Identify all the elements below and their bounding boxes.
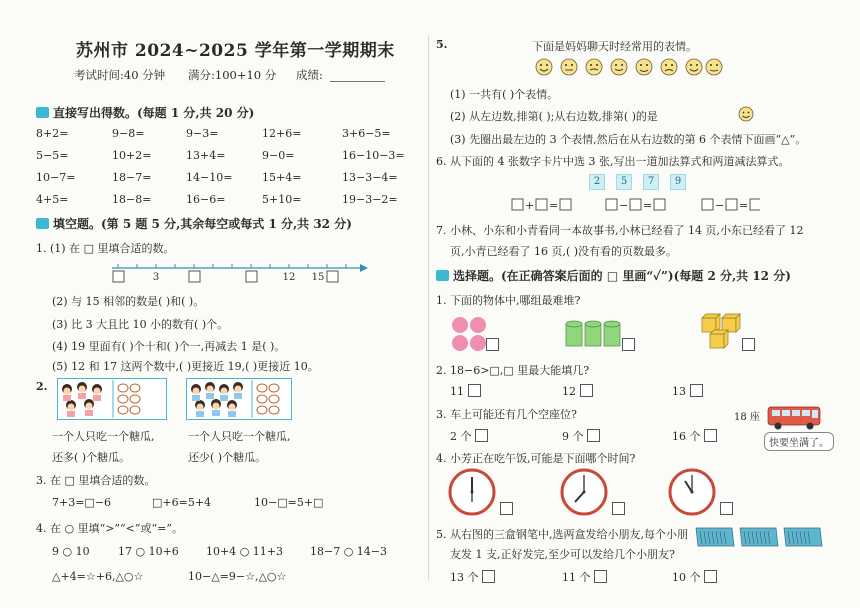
calc-item: 10−7= [36, 171, 76, 184]
kids-melons-picture-1 [57, 378, 167, 420]
c5-option-b [562, 569, 607, 585]
section-badge-icon [436, 270, 449, 281]
calc-item: 10+2= [112, 149, 152, 162]
c4-option-a-box[interactable] [500, 502, 513, 515]
calc-item: 9−3= [186, 127, 219, 140]
c5-option-c-label: 10 个 [672, 571, 701, 584]
c2-option-a-box[interactable] [468, 384, 481, 397]
c3-prompt: 3. 车上可能还有几个空座位? [436, 408, 577, 421]
digit-card-5: 5 [616, 174, 632, 190]
clock-a-icon [448, 468, 500, 518]
c4-prompt: 4. 小芳正在吃午饭,可能是下面哪个时间? [436, 452, 636, 465]
c4-option-b-box[interactable] [612, 502, 625, 515]
q5-part2: (2) 从左边数,排第( );从右边数,排第( )的是 [450, 110, 658, 123]
q2-line1-left: 一个人只吃一个糖瓜, [52, 430, 155, 443]
c3-option-a [450, 428, 488, 444]
digit-card-7: 7 [643, 174, 659, 190]
q1-part5: (5) 12 和 17 这两个数中,( )更接近 19,( )更接近 10。 [52, 360, 319, 373]
c2-option-b [562, 384, 593, 398]
c5-line1: 5. 从右图的三盒钢笔中,选两盒发给小朋友,每个小朋 [436, 528, 688, 541]
section-badge-icon [36, 218, 49, 229]
q4-compare-2: 17 ○ 10+6 [118, 545, 179, 558]
clock-c-icon [668, 468, 720, 518]
q1-prompt: 1. (1) 在 □ 里填合适的数。 [36, 242, 175, 255]
c3-option-b-label: 9 个 [562, 430, 584, 443]
page-title: 苏州市 2024~2025 学年第一学期期末 [76, 41, 395, 61]
svg-text:−: − [715, 199, 725, 212]
section-1-title: 直接写出得数。(每题 1 分,共 20 分) [53, 106, 255, 120]
kids-melons-picture-2 [186, 378, 292, 420]
svg-text:−: − [619, 199, 629, 212]
bus-picture [766, 404, 824, 430]
c3-option-b [562, 428, 600, 444]
digit-card-2: 2 [589, 174, 605, 190]
q5-part1: (1) 一共有( )个表情。 [450, 88, 559, 101]
section-2-heading [36, 215, 352, 232]
section-2-title: 填空题。(第 5 题 5 分,其余每空或每式 1 分,共 32 分) [53, 217, 352, 231]
svg-text:=: = [643, 199, 653, 212]
c1-option-a-box[interactable] [486, 338, 499, 351]
c5-option-c-box[interactable] [704, 570, 717, 583]
c5-line2: 友发 1 支,正好发完,至少可以发给几个小朋友? [450, 548, 675, 561]
q7-line2: 页,小青已经看了 16 页,( )没有看的页数最多。 [450, 245, 678, 258]
q2-line1-right: 一个人只吃一个糖瓜, [188, 430, 291, 443]
calc-item: 9−0= [262, 149, 295, 162]
q7-line1: 7. 小林、小东和小青看同一本故事书,小林已经看了 14 页,小东已经看了 12 [436, 224, 804, 237]
calc-item: 18−7= [112, 171, 152, 184]
equation-blanks [510, 197, 760, 213]
c2-option-c-box[interactable] [690, 384, 703, 397]
calc-item: 18−8= [112, 193, 152, 206]
column-divider [428, 35, 429, 580]
c3-option-c [672, 428, 717, 444]
calc-item: 16−6= [186, 193, 226, 206]
grade-label: 成绩: [296, 68, 323, 82]
c5-option-b-label: 11 个 [562, 571, 591, 584]
svg-text:=: = [739, 199, 749, 212]
c2-option-a [450, 384, 481, 398]
q4-compare-1: 9 ○ 10 [52, 545, 90, 558]
calc-item: 19−3−2= [342, 193, 398, 206]
c2-option-c-label: 13 [672, 385, 686, 398]
grade-input[interactable] [330, 81, 385, 82]
cubes-picture [700, 312, 744, 352]
calc-item: 9−8= [112, 127, 145, 140]
c1-prompt: 1. 下面的物体中,哪组最难堆? [436, 294, 581, 307]
q5-number: 5. [436, 38, 448, 51]
c4-option-c-box[interactable] [720, 502, 733, 515]
c2-option-b-label: 12 [562, 385, 576, 398]
c2-prompt: 2. 18−6>□,□ 里最大能填几? [436, 364, 590, 377]
calc-item: 16−10−3= [342, 149, 405, 162]
c5-option-a-label: 13 个 [450, 571, 479, 584]
q3-eq2: □+6=5+4 [152, 496, 212, 509]
q3-prompt: 3. 在 □ 里填合适的数。 [36, 474, 156, 487]
calc-item: 14−10= [186, 171, 233, 184]
c3-option-c-box[interactable] [704, 429, 717, 442]
section-3-heading [436, 267, 791, 284]
digit-card-9: 9 [670, 174, 686, 190]
q2-line2-left: 还多( )个糖瓜。 [52, 451, 131, 464]
calc-item: 4+5= [36, 193, 69, 206]
q5-intro: 下面是妈妈聊天时经常用的表情。 [532, 40, 697, 53]
emoji-row [534, 56, 724, 78]
c2-option-b-box[interactable] [580, 384, 593, 397]
q4-compare-6: 10−△=9−☆,△○☆ [188, 570, 287, 583]
svg-text:=: = [549, 199, 559, 212]
c5-option-b-box[interactable] [594, 570, 607, 583]
c5-option-a-box[interactable] [482, 570, 495, 583]
svg-text:+: + [525, 199, 535, 212]
exam-time: 考试时间:40 分钟 [74, 68, 166, 82]
tick-label-3: 3 [152, 272, 160, 283]
calc-item: 12+6= [262, 127, 302, 140]
q2-line2-right: 还少( )个糖瓜。 [188, 451, 267, 464]
c2-option-c [672, 384, 703, 398]
q4-compare-5: △+4=☆+6,△○☆ [52, 570, 144, 583]
c1-option-b-box[interactable] [622, 338, 635, 351]
section-badge-icon [36, 107, 49, 118]
c5-option-a [450, 569, 495, 585]
calc-item: 13+4= [186, 149, 226, 162]
q5-part3: (3) 先圈出最左边的 3 个表情,然后在从右边数的第 6 个表情下面画“△”。 [450, 133, 807, 146]
c1-option-c-box[interactable] [742, 338, 755, 351]
c3-option-b-box[interactable] [587, 429, 600, 442]
q3-eq1: 7+3=□−6 [52, 496, 112, 509]
c3-option-c-label: 16 个 [672, 430, 701, 443]
calc-item: 8+2= [36, 127, 69, 140]
bus-seat-sign: 18 座 [734, 412, 760, 423]
calc-item: 5−5= [36, 149, 69, 162]
q6-prompt: 6. 从下面的 4 张数字卡片中选 3 张,写出一道加法算式和两道减法算式。 [436, 155, 790, 168]
q1-part4: (4) 19 里面有( )个十和( )个一,再减去 1 是( )。 [52, 340, 286, 353]
full-score: 满分:100+10 分 [188, 68, 277, 82]
section-3-title: 选择题。(在正确答案后面的 □ 里画“✓”)(每题 2 分,共 12 分) [453, 269, 791, 283]
cylinders-picture [564, 320, 622, 350]
calc-item: 3+6−5= [342, 127, 391, 140]
clock-b-icon [560, 468, 612, 518]
tick-label-15: 15 [311, 272, 325, 283]
section-1-heading [36, 104, 254, 121]
q2-number: 2. [36, 380, 48, 393]
q1-part3: (3) 比 3 大且比 10 小的数有( )个。 [52, 318, 229, 331]
calc-item: 15+4= [262, 171, 302, 184]
speech-bubble: 快要坐满了。 [764, 432, 834, 451]
pen-boxes-picture [694, 524, 824, 550]
c2-option-a-label: 11 [450, 385, 464, 398]
calc-item: 5+10= [262, 193, 302, 206]
calc-item: 13−3−4= [342, 171, 398, 184]
c3-option-a-box[interactable] [475, 429, 488, 442]
c3-option-a-label: 2 个 [450, 430, 472, 443]
emoji-face-icon [738, 106, 754, 122]
c5-option-c [672, 569, 717, 585]
tick-label-12: 12 [282, 272, 296, 283]
q4-prompt: 4. 在 ○ 里填“>”“<”或“=”。 [36, 522, 183, 535]
q4-compare-4: 18−7 ○ 14−3 [310, 545, 388, 558]
q1-part2: (2) 与 15 相邻的数是( )和( )。 [52, 295, 205, 308]
number-line [108, 261, 368, 285]
q3-eq3: 10−□=5+□ [254, 496, 324, 509]
q4-compare-3: 10+4 ○ 11+3 [206, 545, 284, 558]
